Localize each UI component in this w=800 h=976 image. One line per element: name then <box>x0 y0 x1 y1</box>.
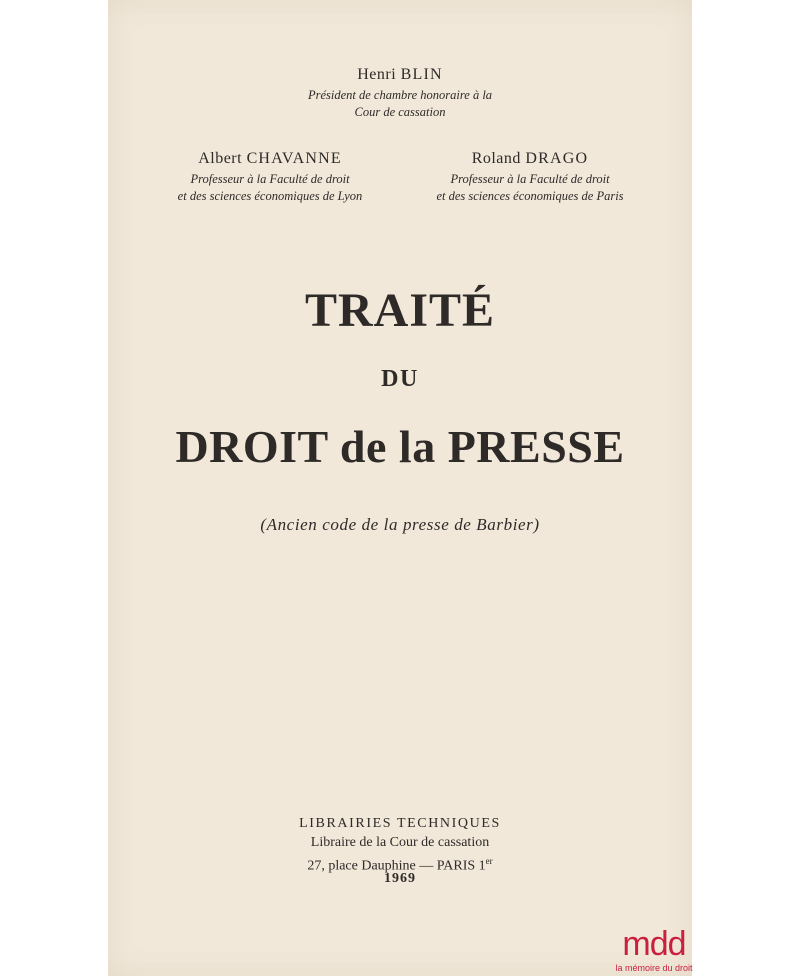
author-role: Président de chambre honoraire à la <box>307 88 493 102</box>
publisher-name: LIBRAIRIES TECHNIQUES <box>299 816 501 831</box>
author-roland-drago <box>400 150 660 205</box>
publication-year: 1969 <box>384 871 416 886</box>
author-role: et des sciences économiques de Paris <box>436 189 624 203</box>
author-name: Roland DRAGO <box>471 150 589 167</box>
publisher-address: 27, place Dauphine — PARIS 1er <box>307 856 493 874</box>
author-name: Henri BLIN <box>357 66 443 83</box>
logo-mark: mdd <box>622 925 686 963</box>
author-name: Albert CHAVANNE <box>198 150 342 167</box>
author-role: et des sciences économiques de Lyon <box>177 189 363 203</box>
title-line-1: TRAITÉ <box>304 284 496 337</box>
author-role: Cour de cassation <box>354 105 446 119</box>
author-role: Professeur à la Faculté de droit <box>190 172 350 186</box>
subtitle: (Ancien code de la presse de Barbier) <box>260 515 540 534</box>
title-line-2: DU <box>381 366 419 392</box>
title-line-3: DROIT de la PRESSE <box>175 421 625 472</box>
publisher-line: Libraire de la Cour de cassation <box>310 835 490 850</box>
watermark-logo <box>612 926 696 974</box>
author-role: Professeur à la Faculté de droit <box>450 172 610 186</box>
publisher-block <box>240 814 560 876</box>
author-henri-blin <box>220 66 580 121</box>
author-albert-chavanne <box>140 150 400 205</box>
logo-tagline: la mémoire du droit <box>615 963 693 973</box>
